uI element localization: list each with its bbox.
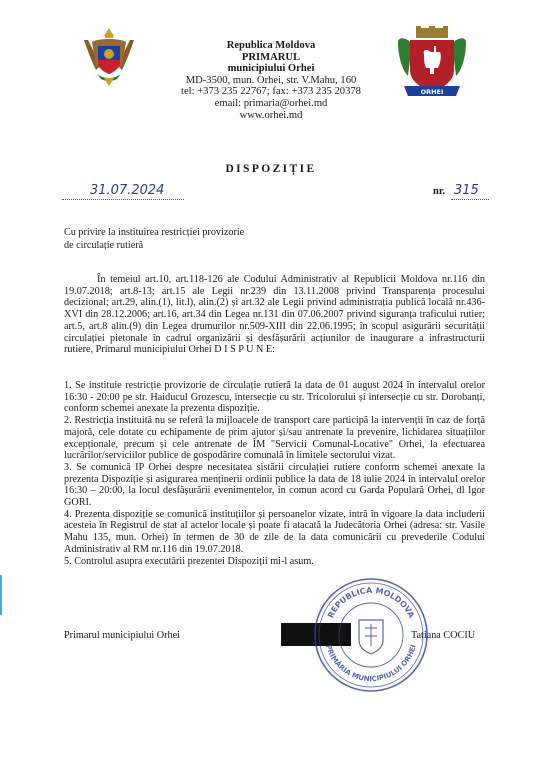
header-address: MD-3500, mun. Orhei, str. V.Mahu, 160 (185, 74, 357, 86)
moldova-coat-of-arms-logo (78, 22, 140, 94)
header-phone: tel: +373 235 22767; fax: +373 235 20378 (181, 86, 361, 98)
stamp-bottom-text: PRIMĂRIA MUNICIPIULUI ORHEI (324, 643, 418, 684)
header-email: email: primaria@orhei.md (214, 97, 328, 109)
header-office: PRIMARUL (241, 51, 301, 63)
stamp-bottom-text-wrap (324, 644, 418, 683)
signatory-name: Tatiana COCIU (411, 630, 476, 641)
point-5: 5. Controlul asupra executării prezentei Dispoziții mi-l asum. (64, 555, 314, 567)
letterhead (150, 40, 392, 121)
point-2: 2. Restricția instituită nu se referă la mijloacele de transport care participă la intervenții în caz de forță majoră, cele dotate cu echipamente de prim ajutor și/sau antrenate la prevenire, lichidarea situațiilor excepționale, precum și cele antrenate de ÎM "Servicii Comunal-Locative" Orhei, la efectuarea lucrărilor/serviciilor publice de gospodărire comunală în limitele sectorului vizat. (64, 415, 485, 462)
document-title: DISPOZIȚIE (225, 163, 317, 175)
margin-mark (0, 575, 2, 615)
signatory-position: Primarul municipiului Orhei (64, 630, 181, 641)
preamble-text: În temeiul art.10, art.118-126 ale Codului Administrativ al Republicii Moldova nr.116 din 19.07.2018; art.8-13; art.15 ale Legii nr.239 din 13.11.2008 privind Transparența procesului decizional; art.29, alin.(1), lit.l), alin.(2) și art.32 ale Legii privind administrația publică locală nr.436-XVI din 28.12.2006; art.16, art.34 din Legea nr.131 din 07.06.2007 privind siguranța traficului rutier; art.5, art.8 alin.(9) din Legea drumurilor nr.509-XIII din 22.06.1995; în scopul asigurării securității circulației pietonale în cadrul organizării și desfășurării acțiunilor de inaugurare a infrastructurii rutiere, Primarul municipiului Orhei D I S P U N E: (64, 274, 485, 356)
point-4: 4. Prezenta dispoziție se comunică instituțiilor și persoanelor vizate, intră în vigoare la data includerii acesteia în Registrul de stat al actelor locale și poate fi atacată la Judecătoria Orhei (adresa: str. Vasile Mahu 135, mun. Orhei) în termen de 30 de zile de la data comunicării cu prevederile Codului Administrativ al RM nr.116 din 19.07.2018. (64, 508, 485, 555)
header-municipality: municipiului Orhei (227, 63, 315, 75)
stamp-top-path: REPUBLICA MOLDOVA (325, 585, 417, 620)
subject-line-1: Cu privire la instituirea restricției provizorie (64, 227, 245, 238)
operative-points (64, 380, 485, 567)
orhei-coat-of-arms-logo (394, 26, 470, 102)
official-stamp (312, 576, 430, 694)
header-website: www.orhei.md (239, 109, 303, 121)
handwritten-number: 315 (454, 183, 479, 198)
number-label: nr. (433, 186, 446, 197)
number-underline (451, 199, 489, 200)
date-underline (62, 199, 184, 200)
subject-line-2: de circulație rutieră (64, 240, 144, 251)
handwritten-date: 31.07.2024 (90, 183, 165, 198)
preamble (64, 274, 485, 356)
point-1: 1. Se instituie restricție provizorie de circulație rutieră la data de 01 august 2024 în intervalul orelor 16:30 - 20:00 pe str. Haiducul Grozescu, intersecție cu str. Tricolorului și intersecție cu str. Dorobanți, conform schemei anexate la prezenta dispoziție. (64, 380, 485, 415)
point-3: 3. Se comunică IP Orhei despre necesitatea sistării circulației rutiere conform schemei anexate la prezenta Dispoziție și asigurarea menținerii ordinii publice la data de 18 iulie 2024 în intervalul orelor 16:30 – 20:00, la locul desfășurării evenimentelor, în comun acord cu Garda Populară Orhei, dl Igor GORI. (64, 461, 485, 509)
subject-block (64, 226, 244, 252)
orhei-banner-text: ORHEI (420, 88, 444, 96)
header-country: Republica Moldova (226, 40, 316, 51)
